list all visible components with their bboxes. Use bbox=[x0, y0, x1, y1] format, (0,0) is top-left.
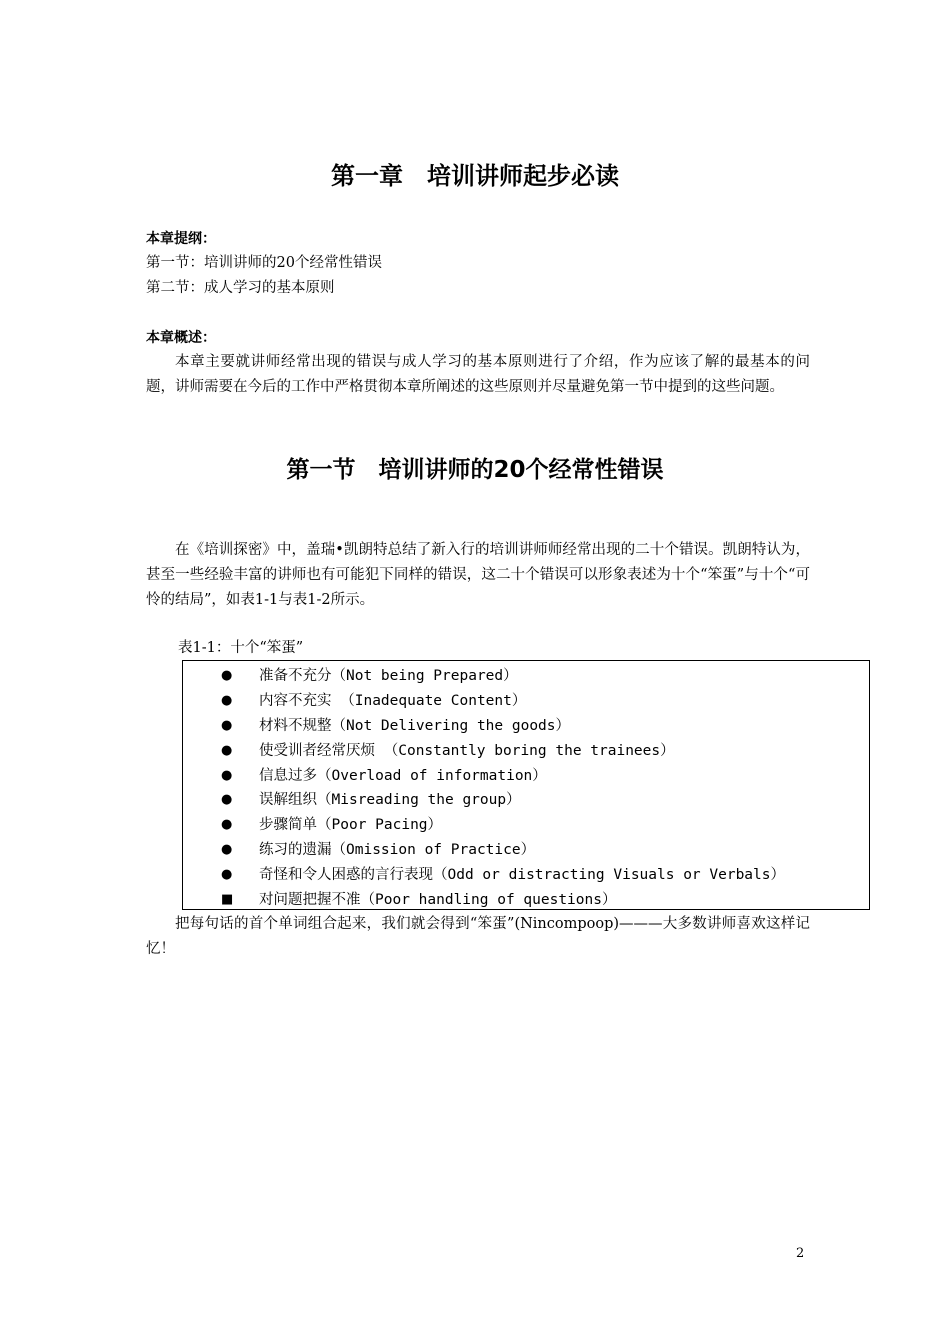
list-item-text: 练习的遗漏（Omission of Practice） bbox=[259, 842, 536, 859]
list-item bbox=[221, 888, 785, 913]
bullet-dot-icon: ● bbox=[221, 867, 233, 883]
page-number: 2 bbox=[796, 1246, 805, 1261]
bullet-dot-icon: ● bbox=[221, 692, 233, 708]
bullet-dot-icon: ● bbox=[221, 792, 233, 808]
list-item-text: 内容不充实 （Inadequate Content） bbox=[259, 692, 527, 709]
bullet-dot-icon: ● bbox=[221, 767, 233, 783]
section-intro-paragraph: 在《培训探密》中，盖瑞•凯朗特总结了新入行的培训讲师师经常出现的二十个错误。凯朗特认为，甚至一些经验丰富的讲师也有可能犯下同样的错误，这二十个错误可以形象表述为十个“笨蛋”与十个“可怜的结局”，如表1-1与表1-2所示。 bbox=[146, 542, 810, 608]
bullet-square-icon: ■ bbox=[221, 892, 234, 908]
bullet-dot-icon: ● bbox=[221, 668, 233, 683]
overview-label: 本章概述： bbox=[146, 330, 216, 346]
list-item bbox=[221, 689, 785, 714]
list-item-text: 步骤简单（Poor Pacing） bbox=[259, 817, 443, 834]
list-item bbox=[221, 664, 785, 689]
bullet-dot-icon: ● bbox=[221, 817, 233, 833]
list-item bbox=[221, 813, 785, 838]
list-item bbox=[221, 764, 785, 789]
bullet-dot-icon: ● bbox=[221, 842, 233, 858]
list-item bbox=[221, 838, 785, 863]
list-item-text: 准备不充分（Not being Prepared） bbox=[259, 668, 518, 684]
mistakes-table bbox=[182, 660, 870, 910]
table-caption: 表1-1：十个“笨蛋” bbox=[178, 640, 304, 656]
outline-item-2: 第二节：成人学习的基本原则 bbox=[146, 280, 335, 296]
overview-paragraph: 本章主要就讲师经常出现的错误与成人学习的基本原则进行了介绍，作为应该了解的最基本的问题，讲师需要在今后的工作中严格贯彻本章所阐述的这些原则并尽量避免第一节中提到的这些问题。 bbox=[146, 354, 810, 395]
chapter-title: 第一章 培训讲师起步必读 bbox=[331, 162, 619, 190]
closing-paragraph: 把每句话的首个单词组合起来，我们就会得到“笨蛋”(Nincompoop)———大多数讲师喜欢这样记忆！ bbox=[146, 916, 810, 957]
list-item bbox=[221, 714, 785, 739]
list-item bbox=[221, 863, 785, 888]
list-item-text: 材料不规整（Not Delivering the goods） bbox=[259, 717, 571, 734]
outline-label: 本章提纲： bbox=[146, 231, 216, 247]
bullet-dot-icon: ● bbox=[221, 742, 233, 758]
outline-item-1: 第一节：培训讲师的20个经常性错误 bbox=[146, 255, 382, 271]
list-item bbox=[221, 739, 785, 764]
list-item-text: 信息过多（Overload of information） bbox=[259, 767, 547, 784]
list-item-text: 使受训者经常厌烦 （Constantly boring the trainees） bbox=[259, 742, 675, 759]
bullet-dot-icon: ● bbox=[221, 717, 233, 733]
list-item-text: 误解组织（Misreading the group） bbox=[259, 792, 521, 809]
section-title: 第一节 培训讲师的20个经常性错误 bbox=[286, 457, 664, 483]
list-item bbox=[221, 788, 785, 813]
list-item-text: 对问题把握不准（Poor handling of questions） bbox=[259, 892, 617, 909]
mistakes-list bbox=[221, 664, 785, 913]
list-item-text: 奇怪和令人困惑的言行表现（Odd or distracting Visuals or Verbals） bbox=[259, 867, 785, 884]
